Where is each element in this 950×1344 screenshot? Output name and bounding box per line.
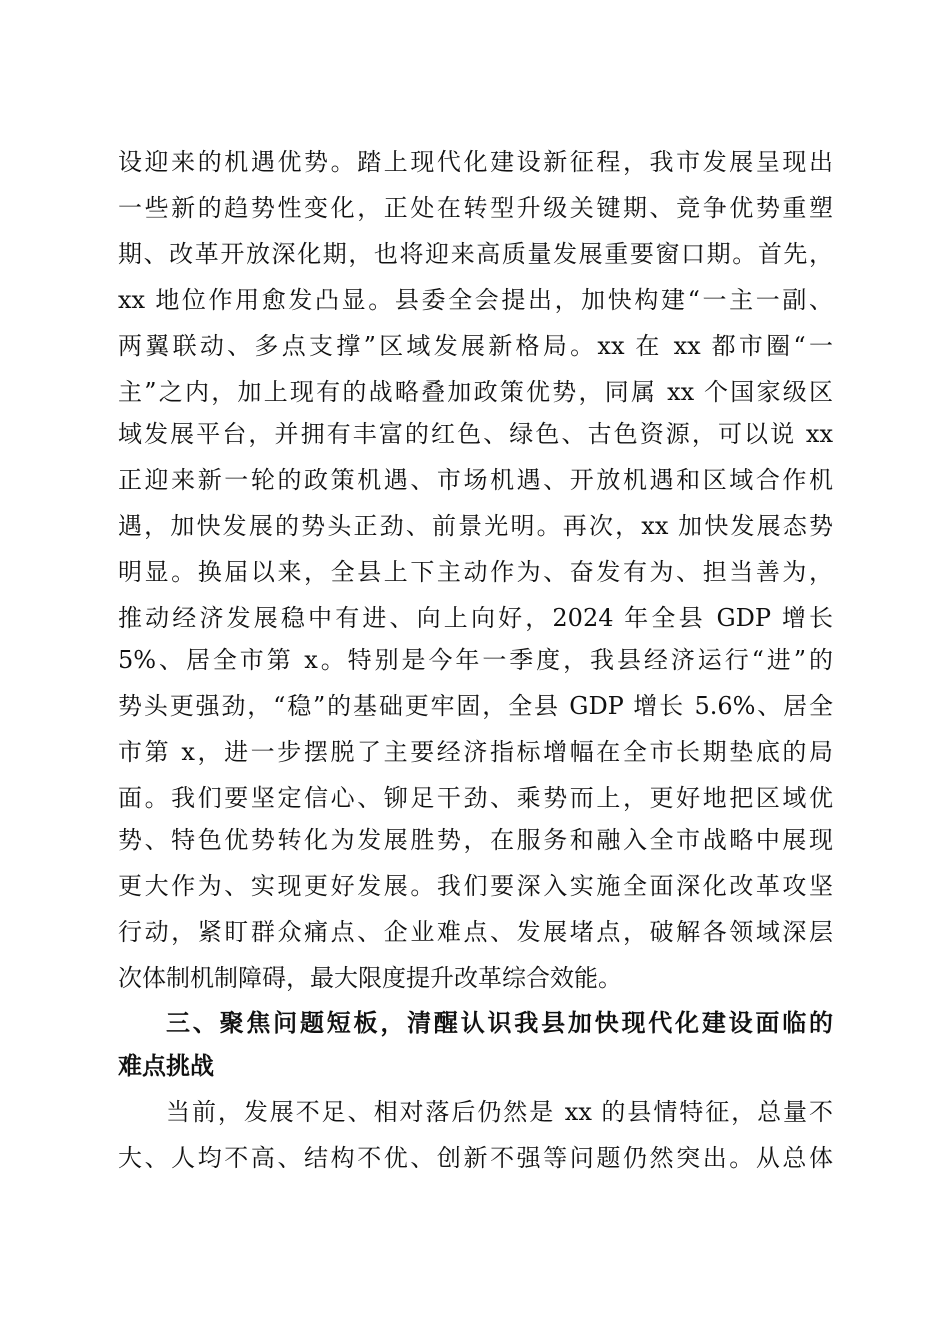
paragraph-line: 势、特色优势转化为发展胜势，在服务和融入全市战略中展现 — [118, 826, 833, 854]
paragraph-line: 期、改革开放深化期，也将迎来高质量发展重要窗口期。首先， — [118, 240, 833, 268]
paragraph-line: 当前，发展不足、相对落后仍然是 xx 的县情特征，总量不 — [166, 1098, 833, 1126]
heading-line: 三、聚焦问题短板，清醒认识我县加快现代化建设面临的 — [166, 1009, 833, 1037]
paragraph-line: 主”之内，加上现有的战略叠加政策优势，同属 xx 个国家级区 — [118, 378, 833, 406]
paragraph-line: 域发展平台，并拥有丰富的红色、绿色、古色资源，可以说 xx — [118, 420, 833, 448]
paragraph-line: 设迎来的机遇优势。踏上现代化建设新征程，我市发展呈现出 — [118, 148, 833, 176]
heading-line: 难点挑战 — [118, 1052, 214, 1080]
paragraph-line: 正迎来新一轮的政策机遇、市场机遇、开放机遇和区域合作机 — [118, 466, 833, 494]
paragraph-line: 行动，紧盯群众痛点、企业难点、发展堵点，破解各领域深层 — [118, 918, 833, 946]
paragraph-line: 5%、居全市第 x。特别是今年一季度，我县经济运行“进”的 — [118, 646, 833, 674]
paragraph-line: 一些新的趋势性变化，正处在转型升级关键期、竞争优势重塑 — [118, 194, 833, 222]
paragraph-line: 势头更强劲，“稳”的基础更牢固，全县 GDP 增长 5.6%、居全 — [118, 692, 833, 720]
paragraph-line: 遇，加快发展的势头正劲、前景光明。再次，xx 加快发展态势 — [118, 512, 833, 540]
paragraph-line: 明显。换届以来，全县上下主动作为、奋发有为、担当善为， — [118, 558, 833, 586]
paragraph-line: 两翼联动、多点支撑”区域发展新格局。xx 在 xx 都市圈“一 — [118, 332, 833, 360]
paragraph-line: 推动经济发展稳中有进、向上向好，2024 年全县 GDP 增长 — [118, 604, 833, 632]
paragraph-line: 市第 x，进一步摆脱了主要经济指标增幅在全市长期垫底的局 — [118, 738, 833, 766]
paragraph-line: 更大作为、实现更好发展。我们要深入实施全面深化改革攻坚 — [118, 872, 833, 900]
paragraph-line: 面。我们要坚定信心、铆足干劲、乘势而上，更好地把区域优 — [118, 784, 833, 812]
paragraph-line: 大、人均不高、结构不优、创新不强等问题仍然突出。从总体 — [118, 1144, 833, 1172]
paragraph-line: 次体制机制障碍，最大限度提升改革综合效能。 — [118, 964, 622, 992]
paragraph-line: xx 地位作用愈发凸显。县委全会提出，加快构建“一主一副、 — [118, 286, 833, 314]
